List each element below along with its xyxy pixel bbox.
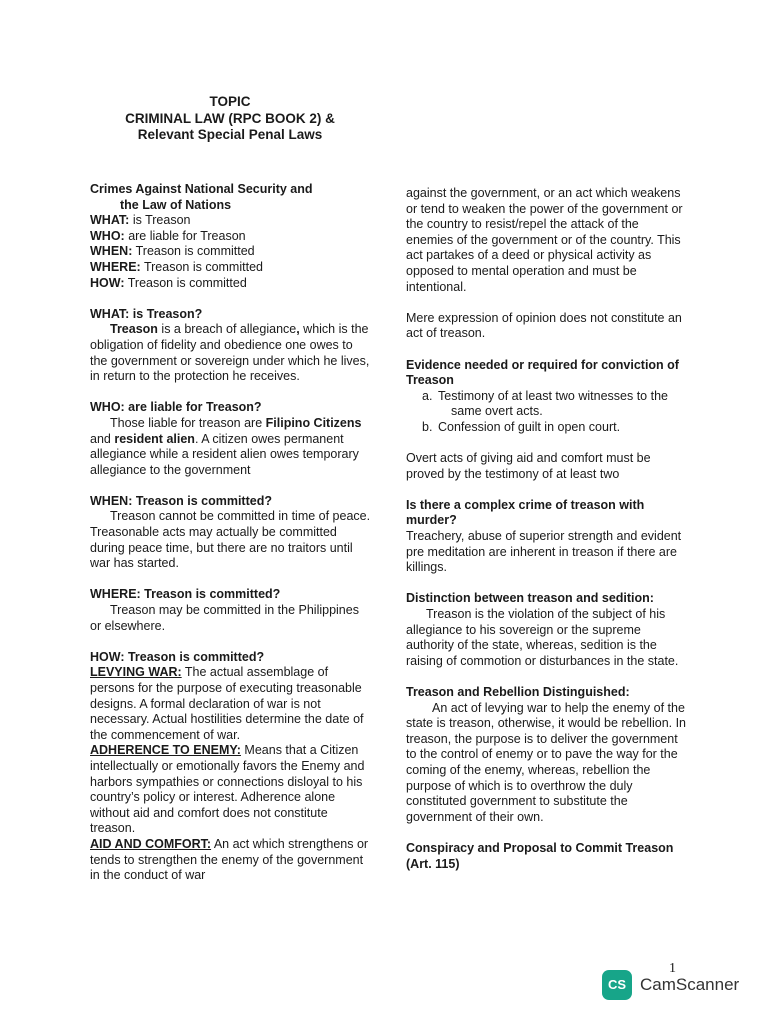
right-column — [406, 186, 688, 872]
summary-item: HOW: Treason is committed — [90, 275, 247, 290]
who-paragraph: Those liable for treason are Filipino Citizens and resident alien. A citizen owes permanent allegiance while a resident alien owes temporary allegiance to the government — [90, 415, 362, 477]
left-column — [90, 182, 372, 884]
camscanner-watermark — [602, 970, 739, 1000]
summary-item: WHERE: Treason is committed — [90, 259, 263, 274]
what-paragraph: Treason is a breach of allegiance, which is the obligation of fidelity and obedience one owes to the government or sovereign under which he lives, in return to the protection he receives. — [90, 322, 370, 384]
complex-crime-paragraph: Treachery, abuse of superior strength and evident pre meditation are inherent in treason if there are killings. — [406, 529, 682, 575]
heading-line: Crimes Against National Security and — [90, 182, 313, 196]
continuation-paragraph: against the government, or an act which weakens or tend to weaken the power of the government or the country to resist/repel the attack of the enemies of the government or of the country. This act partakes of a deed or physical activity as opposed to mental operation and must be intentional. — [406, 186, 683, 294]
mere-expression-paragraph: Mere expression of opinion does not constitute an act of treason. — [406, 310, 682, 341]
summary-item: WHO: are liable for Treason — [90, 228, 246, 243]
where-paragraph: Treason may be committed in the Philippines or elsewhere. — [90, 603, 359, 633]
where-heading: WHERE: Treason is committed? — [90, 587, 281, 602]
evidence-heading: Evidence needed or required for conviction of Treason — [406, 357, 679, 388]
summary-item: WHEN: Treason is committed — [90, 244, 255, 259]
aid-comfort-paragraph: AID AND COMFORT: An act which strengthens or tends to strengthen the enemy of the government in the conduct of war — [90, 836, 369, 883]
rebellion-heading: Treason and Rebellion Distinguished: — [406, 685, 630, 699]
list-item-continuation: same overt acts. — [451, 404, 543, 419]
who-heading: WHO: are liable for Treason? — [90, 400, 262, 415]
distinction-heading: Distinction between treason and sedition: — [406, 591, 654, 606]
title-subject: CRIMINAL LAW (RPC BOOK 2) & — [125, 110, 335, 126]
title-topic: TOPIC — [209, 94, 251, 109]
rebellion-paragraph: An act of levying war to help the enemy of the state is treason, otherwise, it would be rebellion. In treason, the purpose is to deliver the government to the control of enemy or to pave the way for the coming of the enemy, whereas, rebellion the purpose of which is to overthrow the duly constituted government to substitute the government of their own. — [406, 700, 687, 824]
list-item: a. Testimony of at least two witnesses to the — [422, 388, 668, 403]
heading-line: the Law of Nations — [120, 197, 232, 212]
when-paragraph: Treason cannot be committed in time of peace. Treasonable acts may actually be committed during peace time, but there are no traitors until war has started. — [90, 509, 371, 571]
page-title — [80, 94, 380, 144]
distinction-paragraph: Treason is the violation of the subject of his allegiance to his sovereign or the supreme authority of the state, whereas, sedition is the raising of commotion or disturbances in the state. — [406, 607, 679, 668]
what-heading: WHAT: is Treason? — [90, 306, 203, 321]
list-item: b. Confession of guilt in open court. — [422, 419, 621, 434]
levying-war-paragraph: LEVYING WAR: The actual assemblage of persons for the purpose of executing treasonable designs. A formal declaration of war is not necessary. Actual hostilities determine the date of the commencement of war. — [90, 665, 364, 742]
complex-crime-heading: Is there a complex crime of treason with murder? — [406, 497, 645, 528]
section-heading — [90, 182, 372, 213]
page-number: 1 — [669, 961, 676, 976]
adherence-paragraph: ADHERENCE TO ENEMY: Means that a Citizen intellectually or emotionally favors the Enemy and harbors sympathies or connections disloyal to his country’s policy or interest. Adherence alone without aid and comfort does not constitute treason. — [90, 743, 365, 836]
camscanner-brand-name: CamScanner — [640, 975, 740, 995]
when-heading: WHEN: Treason is committed? — [90, 493, 272, 508]
how-heading: HOW: Treason is committed? — [90, 649, 265, 664]
title-subtitle: Relevant Special Penal Laws — [137, 127, 323, 142]
summary-list — [90, 213, 372, 291]
camscanner-logo-icon: CS — [602, 970, 632, 1000]
overt-acts-paragraph: Overt acts of giving aid and comfort must be proved by the testimony of at least two — [406, 451, 651, 481]
summary-item: WHAT: is Treason — [90, 213, 191, 228]
conspiracy-heading: Conspiracy and Proposal to Commit Treason (Art. 115) — [406, 840, 674, 871]
